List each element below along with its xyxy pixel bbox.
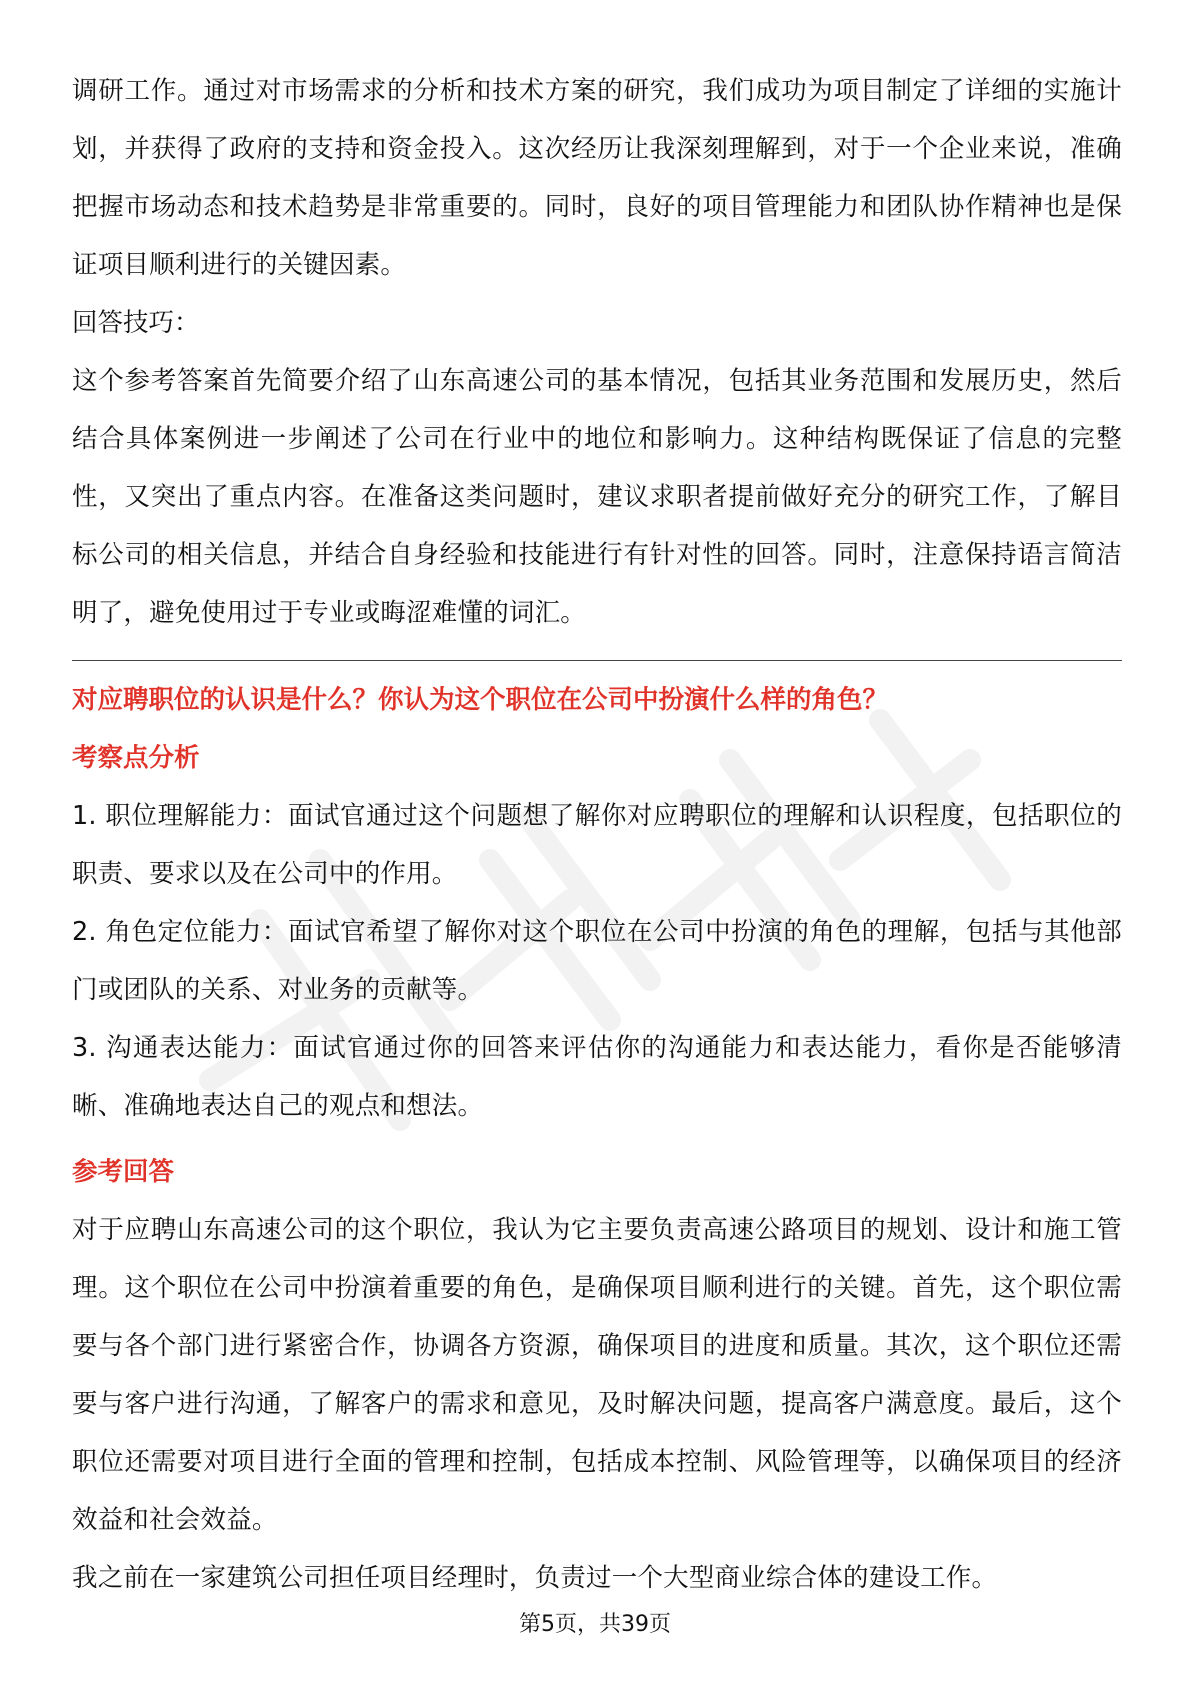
- analysis-item: 1. 职位理解能力：面试官通过这个问题想了解你对应聘职位的理解和认识程度，包括职位的职责、要求以及在公司中的作用。: [72, 801, 1122, 889]
- answer-paragraph: 对于应聘山东高速公司的这个职位，我认为它主要负责高速公路项目的规划、设计和施工管理。这个职位在公司中扮演着重要的角色，是确保项目顺利进行的关键。首先，这个职位需要与各个部门进行紧密合作，协调各方资源，确保项目的进度和质量。其次，这个职位还需要与客户进行沟通，了解客户的需求和意见，及时解决问题，提高客户满意度。最后，这个职位还需要对项目进行全面的管理和控制，包括成本控制、风险管理等，以确保项目的经济效益和社会效益。: [72, 1215, 1122, 1535]
- section-divider: [72, 660, 1122, 661]
- spacer: [72, 1135, 1122, 1143]
- analysis-item: 3. 沟通表达能力：面试官通过你的回答来评估你的沟通能力和表达能力，看你是否能够清晰、准确地表达自己的观点和想法。: [72, 1033, 1122, 1121]
- main-content: [72, 62, 1122, 1607]
- page-number-footer: 第5页，共39页: [519, 1612, 671, 1637]
- analysis-title: 考察点分析: [72, 743, 200, 773]
- tips-label: 回答技巧：: [72, 308, 200, 338]
- answer-title: 参考回答: [72, 1157, 175, 1187]
- question-heading: 对应聘职位的认识是什么？你认为这个职位在公司中扮演什么样的角色？: [72, 685, 889, 715]
- answer-paragraph: 我之前在一家建筑公司担任项目经理时，负责过一个大型商业综合体的建设工作。: [72, 1563, 998, 1593]
- tips-paragraph: 这个参考答案首先简要介绍了山东高速公司的基本情况，包括其业务范围和发展历史，然后结合具体案例进一步阐述了公司在行业中的地位和影响力。这种结构既保证了信息的完整性，又突出了重点内容。在准备这类问题时，建议求职者提前做好充分的研究工作，了解目标公司的相关信息，并结合自身经验和技能进行有针对性的回答。同时，注意保持语言简洁明了，避免使用过于专业或晦涩难懂的词汇。: [72, 366, 1122, 628]
- continued-paragraph: 调研工作。通过对市场需求的分析和技术方案的研究，我们成功为项目制定了详细的实施计划，并获得了政府的支持和资金投入。这次经历让我深刻理解到，对于一个企业来说，准确把握市场动态和技术趋势是非常重要的。同时，良好的项目管理能力和团队协作精神也是保证项目顺利进行的关键因素。: [72, 76, 1122, 280]
- analysis-item: 2. 角色定位能力：面试官希望了解你对这个职位在公司中扮演的角色的理解，包括与其他部门或团队的关系、对业务的贡献等。: [72, 917, 1122, 1005]
